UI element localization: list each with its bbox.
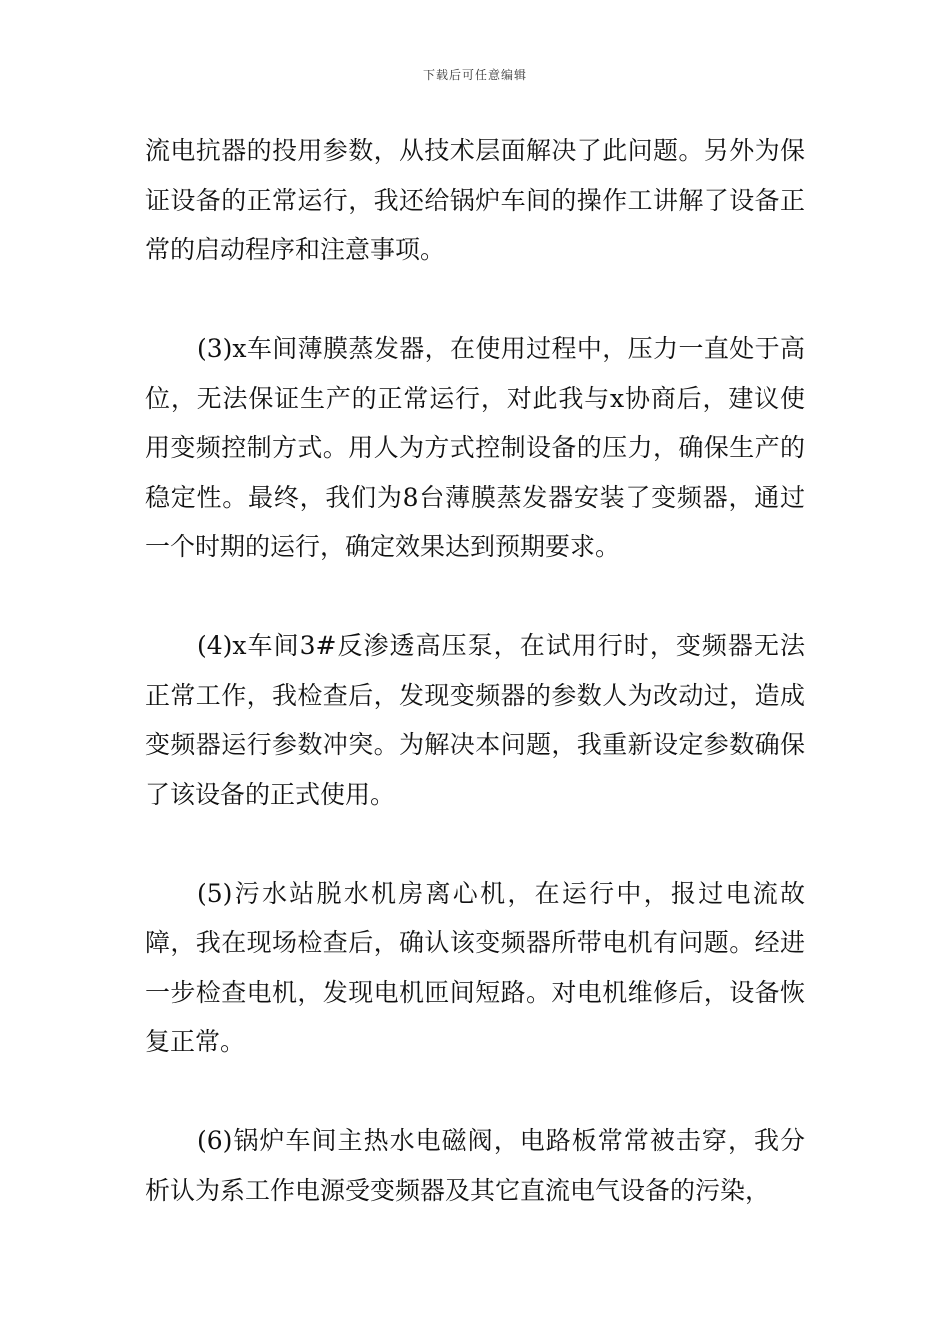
paragraph-gap xyxy=(145,819,805,869)
page-header: 下载后可任意编辑 xyxy=(422,68,527,82)
paragraph-1: 流电抗器的投用参数，从技术层面解决了此问题。另外为保证设备的正常运行，我还给锅炉车间的操作工讲解了设备正常的启动程序和注意事项。 xyxy=(145,136,805,264)
paragraph-2: (3)x车间薄膜蒸发器，在使用过程中，压力一直处于高位，无法保证生产的正常运行，对此我与x协商后，建议使用变频控制方式。用人为方式控制设备的压力，确保生产的稳定性。最终，我们为8台薄膜蒸发器安装了变频器，通过一个时期的运行，确定效果达到预期要求。 xyxy=(145,334,805,561)
paragraph-5: (6)锅炉车间主热水电磁阀，电路板常常被击穿，我分析认为系工作电源受变频器及其它直流电气设备的污染， xyxy=(145,1126,805,1205)
paragraph-gap xyxy=(145,572,805,622)
paragraph-3: (4)x车间3#反渗透高压泵，在试用行时，变频器无法正常工作，我检查后，发现变频器的参数人为改动过，造成变频器运行参数冲突。为解决本问题，我重新设定参数确保了该设备的正式使用。 xyxy=(145,631,805,809)
paragraph-gap xyxy=(145,1067,805,1117)
paragraph-gap xyxy=(145,275,805,325)
document-body xyxy=(145,126,805,1215)
paragraph-4: (5)污水站脱水机房离心机，在运行中，报过电流故障，我在现场检查后，确认该变频器所带电机有问题。经进一步检查电机，发现电机匝间短路。对电机维修后，设备恢复正常。 xyxy=(145,878,805,1056)
